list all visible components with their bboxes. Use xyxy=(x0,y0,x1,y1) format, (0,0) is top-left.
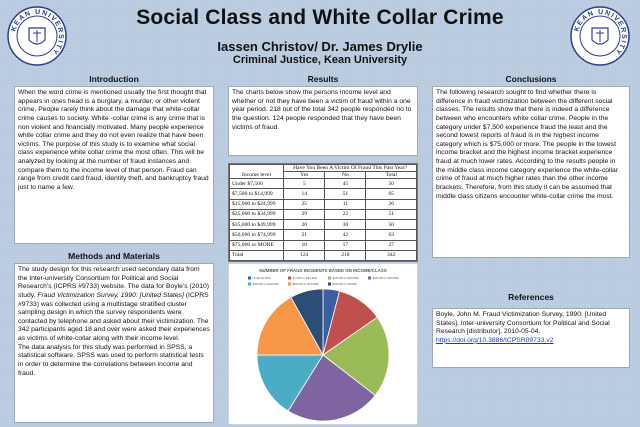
introduction-heading: Introduction xyxy=(89,74,139,84)
legend-item xyxy=(248,282,279,286)
table-cell: 342 xyxy=(366,250,417,260)
legend-label: $15,000 to $24,999 xyxy=(332,276,359,280)
table-question: Have You Been A Victim Of Fraud This Past Year? xyxy=(284,165,417,172)
table-cell: 17 xyxy=(325,240,366,250)
legend-label: Under $7,500 xyxy=(252,276,271,280)
table-row xyxy=(230,240,417,250)
table-cell: 124 xyxy=(284,250,325,260)
legend-swatch xyxy=(248,277,251,280)
table-cell: 14 xyxy=(284,189,325,199)
table-cell: 65 xyxy=(366,189,417,199)
methods-paragraph-1 xyxy=(18,266,210,344)
poster-affiliation: Criminal Justice, Kean University xyxy=(232,54,408,66)
poster-authors: Iassen Christov/ Dr. James Drylie xyxy=(217,39,423,54)
svg-text:KEAN UNIVERSITY: KEAN UNIVERSITY xyxy=(10,8,65,57)
table-row-header: Income level xyxy=(230,165,284,179)
table-row xyxy=(230,250,417,260)
table-cell: 25 xyxy=(284,199,325,209)
table-cell: 42 xyxy=(325,230,366,240)
references-box xyxy=(432,308,630,368)
table-row-label: $25,000 to $34,999 xyxy=(230,209,284,219)
svg-text:KEAN UNIVERSITY: KEAN UNIVERSITY xyxy=(573,8,628,57)
legend-swatch xyxy=(288,283,291,286)
table-cell: 51 xyxy=(366,209,417,219)
legend-item xyxy=(368,276,399,280)
legend-item xyxy=(328,276,359,280)
legend-item xyxy=(328,282,357,286)
table-row xyxy=(230,230,417,240)
table-cell: 50 xyxy=(366,220,417,230)
table-column-header: Total xyxy=(366,172,417,179)
conclusions-heading: Conclusions xyxy=(505,74,557,84)
table-row-label: Total xyxy=(230,250,284,260)
table-cell: 51 xyxy=(325,189,366,199)
table-cell: 27 xyxy=(366,240,417,250)
table-row xyxy=(230,189,417,199)
table-cell: 11 xyxy=(325,199,366,209)
table-row-label: $75,000 or MORE xyxy=(230,240,284,250)
legend-swatch xyxy=(328,283,331,286)
legend-swatch xyxy=(368,277,371,280)
table-column-header: No xyxy=(325,172,366,179)
methods-study-title: Fraud Victimization Survey, 1990: [United States] xyxy=(37,291,184,299)
methods-heading: Methods and Materials xyxy=(68,251,160,261)
conclusions-box xyxy=(432,86,630,258)
legend-swatch xyxy=(328,277,331,280)
table-row-label: $7,500 to $14,999 xyxy=(230,189,284,199)
table-column-header: Yes xyxy=(284,172,325,179)
legend-item xyxy=(288,282,319,286)
results-heading: Results xyxy=(307,74,339,84)
legend-item xyxy=(288,276,317,280)
introduction-text: When the word crime is mentioned usually the first thought that appears in ones head is a burglary, a murder, or other violent crime. People rarely think about the damage that white-collar crime causes to society. White -collar crime is any crime that is non violent and financially motivated. Many people experience white collar crime and they do not even realize that have been victims. The purpose of this study is to examine what social class experience white collar crime the most often. This will be analyzed by looking at the number of fraud instances and compare them to the income level of that person. Fraud can range from credit card fraud, identity theft, and bankruptcy fraud just to name a few. xyxy=(18,89,209,191)
table-cell: 218 xyxy=(325,250,366,260)
poster-title: Social Class and White Collar Crime xyxy=(136,6,504,29)
table-row-label: $35,000 to $49,999 xyxy=(230,220,284,230)
table-cell: 20 xyxy=(284,220,325,230)
legend-swatch xyxy=(288,277,291,280)
conclusions-text: The following research sought to find whether there is difference in fraud victimization between the different social classes. The results show that there is indeed a difference between who encounters white collar crime. People in the category under $7,500 experience fraud the least and the second lowest reports of fraud is in the highest income category which is $75,000 or more. The people in the lowest income bracket and the highest income bracket experience fraud at much lower rates. According to the results people in the middle class income category experience the white-collar crime of fraud at much higher rates than the other income brackets. Therefore, from this study it can be assumed that middle class citizens encounter white-collar crime the most. xyxy=(436,89,618,200)
table-row xyxy=(230,220,417,230)
results-box xyxy=(228,86,418,156)
table-cell: 10 xyxy=(284,240,325,250)
table-cell: 5 xyxy=(284,179,325,189)
table-cell: 36 xyxy=(366,199,417,209)
references-text: Boyle, John M. Fraud Victimization Survey, 1990: [United States]. Inter-university Consortium for Political and Social Research [distributor], 2010-05-04. xyxy=(436,311,610,336)
legend-label: $75,000 or MORE xyxy=(332,282,357,286)
results-text: The charts below show the persons income level and whether or not they have been a victim of fraud within a one year period. 218 out of the total 342 people responded no to the question. 124 people responded that they have been victims of fraud. xyxy=(232,89,412,131)
methods-text-b: (ICPRS #9733) was collected using a multistage stratified cluster sampling design in which the survey respondents were contacted by telephone and asked about their victimization. The 342 participants aged 18 and over were asked their experiences as victims of white-collar along with their income level. xyxy=(18,291,210,342)
references-heading: References xyxy=(508,292,554,302)
legend-label: $25,000 to $34,999 xyxy=(372,276,399,280)
references-doi-link[interactable]: https://doi.org/10.3886/ICPSR09733.v2 xyxy=(436,336,554,344)
table-cell: 29 xyxy=(284,209,325,219)
table-row xyxy=(230,209,417,219)
table-row xyxy=(230,199,417,209)
methods-text-a: The study design for this research used secondary data from the Inter-university Consortium for Political and Social Research’s (ICPRS #9733) website. The data for Boyle’s (2010) study, xyxy=(18,266,209,299)
table-row-label: $50,000 to $74,999 xyxy=(230,230,284,240)
table-cell: 30 xyxy=(325,220,366,230)
table-row xyxy=(230,179,417,189)
table-cell: 63 xyxy=(366,230,417,240)
table-cell: 45 xyxy=(325,179,366,189)
fraud-income-table xyxy=(228,163,418,262)
table-cell: 22 xyxy=(325,209,366,219)
legend-label: $50,000 to $74,999 xyxy=(292,282,319,286)
introduction-box xyxy=(14,86,214,244)
methods-paragraph-2: The data analysis for this study was performed in SPSS, a statistical software. SPSS was used to perform statistical tests in order to determine the correlations between income and fraud. xyxy=(18,343,204,377)
table-cell: 21 xyxy=(284,230,325,240)
legend-label: $7,500 to $14,999 xyxy=(292,276,317,280)
chart-title: NUMBER OF FRAUD INCIDENTS BASED ON INCOME/CLASS xyxy=(259,268,387,273)
fraud-pie-chart xyxy=(228,263,418,425)
legend-label: $35,000 to $49,999 xyxy=(252,282,279,286)
table-row-label: Under $7,500 xyxy=(230,179,284,189)
legend-swatch xyxy=(248,283,251,286)
table-row-label: $15,000 to $24,999 xyxy=(230,199,284,209)
methods-box xyxy=(14,263,214,423)
table-cell: 50 xyxy=(366,179,417,189)
